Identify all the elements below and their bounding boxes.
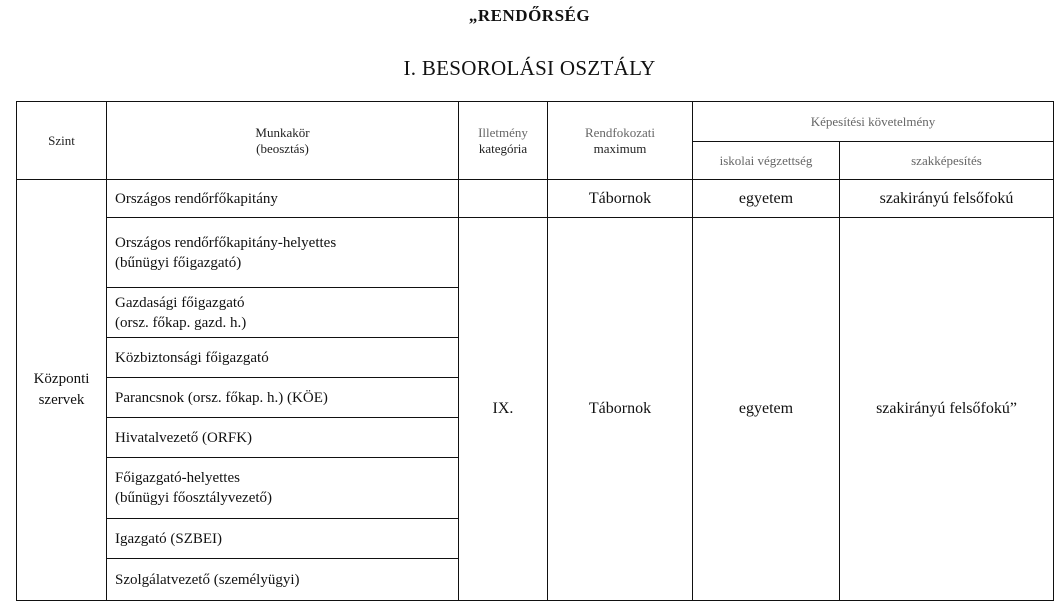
header-szakkepesites: [840, 142, 1054, 180]
header-illetmeny: [459, 102, 548, 180]
job-title: Igazgató (SZBEI): [115, 530, 223, 547]
job-cell: [107, 288, 459, 338]
header-szint: [17, 102, 107, 180]
job-cell: [107, 458, 459, 519]
header-rendfokozati-line1: Rendfokozati: [584, 124, 656, 140]
header-munkakor-line1: Munkakör: [255, 124, 310, 140]
rank-value-group: Tábornok: [588, 400, 652, 417]
job-cell: [107, 180, 459, 218]
header-rendfokozati-line2: maximum: [593, 140, 647, 156]
szint-line2: szervek: [38, 392, 85, 408]
szint-line1: Központi: [33, 371, 90, 387]
job-title: Parancsnok (orsz. főkap. h.) (KÖE): [115, 389, 328, 406]
job-title: Országos rendőrfőkapitány: [115, 190, 278, 207]
job-title-line2: (bűnügyi főigazgató): [115, 254, 242, 271]
document-title: „RENDŐRSÉG: [468, 6, 591, 25]
category-cell: [459, 218, 548, 601]
header-iskolai: [693, 142, 840, 180]
job-cell: [107, 338, 459, 378]
rank-cell: [548, 180, 693, 218]
category-value: IX.: [492, 400, 514, 417]
qualification-cell-group: [840, 218, 1054, 601]
qualification-cell: [840, 180, 1054, 218]
header-kepesitesi-label: Képesítési követelmény: [810, 113, 936, 129]
header-szint-label: Szint: [48, 132, 75, 148]
szint-cell: [17, 180, 107, 601]
job-cell: [107, 519, 459, 559]
school-value: egyetem: [738, 189, 794, 207]
classification-table: [16, 101, 1054, 601]
job-title-line1: Gazdasági főigazgató: [115, 294, 245, 311]
job-title-line2: (bűnügyi főosztályvezető): [115, 490, 273, 506]
job-cell: [107, 559, 459, 601]
header-iskolai-label: iskolai végzettség: [719, 152, 813, 168]
school-cell: [693, 180, 840, 218]
job-title-line1: Főigazgató-helyettes: [115, 470, 240, 486]
table-row: [17, 180, 1054, 218]
header-kepesitesi: [693, 102, 1054, 142]
job-cell: [107, 378, 459, 418]
school-value-group: egyetem: [738, 400, 794, 417]
header-illetmeny-line1: Illetmény: [478, 124, 528, 140]
job-title: Szolgálatvezető (személyügyi): [115, 571, 300, 588]
job-cell: [107, 418, 459, 458]
classification-subtitle: I. BESOROLÁSI OSZTÁLY: [403, 56, 656, 80]
qualification-value: szakirányú felsőfokú: [879, 189, 1014, 207]
category-cell-empty: [459, 180, 548, 218]
table-row: [17, 218, 1054, 288]
header-illetmeny-line2: kategória: [478, 140, 528, 156]
job-title: Hivatalvezető (ORFK): [115, 429, 253, 446]
rank-cell-group: [548, 218, 693, 601]
header-szakkepesites-label: szakképesítés: [911, 152, 982, 168]
job-title: Közbiztonsági főigazgató: [115, 349, 269, 366]
qualification-value-group: szakirányú felsőfokú”: [876, 400, 1017, 417]
rank-value: Tábornok: [588, 189, 652, 207]
header-munkakor: [107, 102, 459, 180]
job-title-line1: Országos rendőrfőkapitány-helyettes: [115, 234, 337, 251]
header-munkakor-line2: (beosztás): [256, 140, 309, 156]
header-row-1: [17, 102, 1054, 142]
job-title-line2: (orsz. főkap. gazd. h.): [115, 314, 247, 331]
job-cell: [107, 218, 459, 288]
school-cell-group: [693, 218, 840, 601]
header-rendfokozati: [548, 102, 693, 180]
